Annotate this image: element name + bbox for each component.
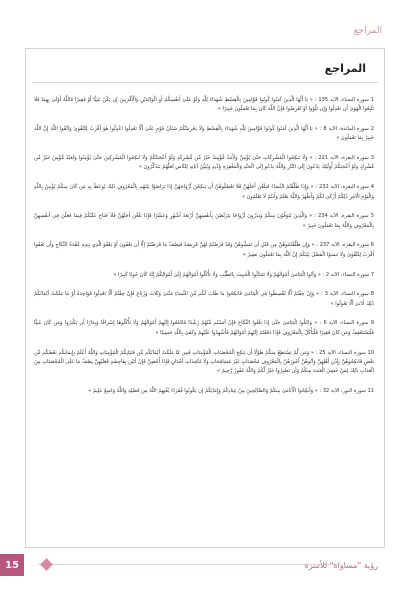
reference-item: 6 سورة البقرة، الآية 237 : « وَإِن طَلَّقْتُمُوهُنَّ مِن قَبْلِ أَن تَمَسُّوهُنَّ وَقَدْ فَرَضْتُمْ لَهُنَّ فَرِيضَةً فَنِصْفُ مَا فَرَضْتُمْ إِلَّا أَن يَعْفُونَ أَوْ يَعْفُوَ الَّذِي بِيَدِهِ عُقْدَةُ النِّكَاحِ وَأَن تَعْفُوا أَقْرَبُ لِلتَّقْوَىٰ وَلَا تَنسَوُا الْفَضْلَ بَيْنَكُمْ إِنَّ اللَّهَ بِمَا تَعْمَلُونَ بَصِيرٌ » <box>34 242 374 258</box>
page-number: 15 <box>0 554 24 576</box>
reference-item: 1 سورة النساء، الآية 135 : « يَا أَيُّهَا الَّذِينَ آمَنُوا كُونُوا قَوَّامِينَ بِالْقِسْطِ شُهَدَاءَ لِلَّهِ وَلَوْ عَلَىٰ أَنفُسِكُمْ أَوِ الْوَالِدَيْنِ وَالْأَقْرَبِينَ إِن يَكُنْ غَنِيًّا أَوْ فَقِيرًا فَاللَّهُ أَوْلَىٰ بِهِمَا فَلَا تَتَّبِعُوا الْهَوَىٰ أَن تَعْدِلُوا وَإِن تَلْوُوا أَوْ تُعْرِضُوا فَإِنَّ اللَّهَ كَانَ بِمَا تَعْمَلُونَ خَبِيرًا » <box>34 97 374 113</box>
reference-item: 8 سورة النساء، الآية 3 : « وَإِنْ خِفْتُمْ أَلَّا تُقْسِطُوا فِي الْيَتَامَىٰ فَانكِحُوا مَا طَابَ لَكُم مِّنَ النِّسَاءِ مَثْنَىٰ وَثُلَاثَ وَرُبَاعَ فَإِنْ خِفْتُمْ أَلَّا تَعْدِلُوا فَوَاحِدَةً أَوْ مَا مَلَكَتْ أَيْمَانُكُمْ ذَٰلِكَ أَدْنَىٰ أَلَّا تَعُولُوا » <box>34 291 374 307</box>
reference-item: 4 سورة البقرة، الآية 232 : « وَإِذَا طَلَّقْتُمُ النِّسَاءَ فَبَلَغْنَ أَجَلَهُنَّ فَلَا تَعْضُلُوهُنَّ أَن يَنكِحْنَ أَزْوَاجَهُنَّ إِذَا تَرَاضَوْا بَيْنَهُم بِالْمَعْرُوفِ ذَٰلِكَ يُوعَظُ بِهِ مَن كَانَ مِنكُمْ يُؤْمِنُ بِاللَّهِ وَالْيَوْمِ الْآخِرِ ذَٰلِكُمْ أَزْكَىٰ لَكُمْ وَأَطْهَرُ وَاللَّهُ يَعْلَمُ وَأَنتُمْ لَا تَعْلَمُونَ » <box>34 184 374 200</box>
reference-item: 5 سورة البقرة، الآية 234 : « وَالَّذِينَ يُتَوَفَّوْنَ مِنكُمْ وَيَذَرُونَ أَزْوَاجًا يَتَرَبَّصْنَ بِأَنفُسِهِنَّ أَرْبَعَةَ أَشْهُرٍ وَعَشْرًا فَإِذَا بَلَغْنَ أَجَلَهُنَّ فَلَا جُنَاحَ عَلَيْكُمْ فِيمَا فَعَلْنَ فِي أَنفُسِهِنَّ بِالْمَعْرُوفِ وَاللَّهُ بِمَا تَعْمَلُونَ خَبِيرٌ » <box>34 213 374 229</box>
reference-item: 10 سورة النساء، الآية 25 : « وَمَن لَّمْ يَسْتَطِعْ مِنكُمْ طَوْلًا أَن يَنكِحَ الْمُحْصَنَاتِ الْمُؤْمِنَاتِ فَمِن مَّا مَلَكَتْ أَيْمَانُكُم مِّن فَتَيَاتِكُمُ الْمُؤْمِنَاتِ وَاللَّهُ أَعْلَمُ بِإِيمَانِكُم بَعْضُكُم مِّن بَعْضٍ فَانكِحُوهُنَّ بِإِذْنِ أَهْلِهِنَّ وَآتُوهُنَّ أُجُورَهُنَّ بِالْمَعْرُوفِ مُحْصَنَاتٍ غَيْرَ مُسَافِحَاتٍ وَلَا مُتَّخِذَاتِ أَخْدَانٍ فَإِذَا أُحْصِنَّ فَإِنْ أَتَيْنَ بِفَاحِشَةٍ فَعَلَيْهِنَّ نِصْفُ مَا عَلَى الْمُحْصَنَاتِ مِنَ الْعَذَابِ ذَٰلِكَ لِمَنْ خَشِيَ الْعَنَتَ مِنكُمْ وَأَن تَصْبِرُوا خَيْرٌ لَّكُمْ وَاللَّهُ غَفُورٌ رَّحِيمٌ » <box>34 349 374 375</box>
reference-item: 11 سورة النور، الآية 32 : « وَأَنكِحُوا الْأَيَامَىٰ مِنكُمْ وَالصَّالِحِينَ مِنْ عِبَادِكُمْ وَإِمَائِكُمْ إِن يَكُونُوا فُقَرَاءَ يُغْنِهِمُ اللَّهُ مِن فَضْلِهِ وَاللَّهُ وَاسِعٌ عَلِيمٌ » <box>88 387 374 394</box>
footer-brand: رؤية "مساواة" للأسرة <box>304 561 378 570</box>
running-header-title: المراجع <box>353 26 382 36</box>
reference-item: 3 سورة البقرة، الآية 221 : « وَلَا تَنكِحُوا الْمُشْرِكَاتِ حَتَّىٰ يُؤْمِنَّ وَلَأَمَةٌ مُّؤْمِنَةٌ خَيْرٌ مِّن مُّشْرِكَةٍ وَلَوْ أَعْجَبَتْكُمْ وَلَا تُنكِحُوا الْمُشْرِكِينَ حَتَّىٰ يُؤْمِنُوا وَلَعَبْدٌ مُّؤْمِنٌ خَيْرٌ مِّن مُّشْرِكٍ وَلَوْ أَعْجَبَكُمْ أُولَٰئِكَ يَدْعُونَ إِلَى النَّارِ وَاللَّهُ يَدْعُو إِلَى الْجَنَّةِ وَالْمَغْفِرَةِ بِإِذْنِهِ وَيُبَيِّنُ آيَاتِهِ لِلنَّاسِ لَعَلَّهُمْ يَتَذَكَّرُونَ » <box>34 155 374 171</box>
reference-item: 7 سورة النساء، الآية 2 : « وَآتُوا الْيَتَامَىٰ أَمْوَالَهُمْ وَلَا تَتَبَدَّلُوا الْخَبِيثَ بِالطَّيِّبِ وَلَا تَأْكُلُوا أَمْوَالَهُمْ إِلَىٰ أَمْوَالِكُمْ إِنَّهُ كَانَ حُوبًا كَبِيرًا » <box>113 271 374 278</box>
reference-item: 9 سورة النساء، الآية 6 : « وَابْتَلُوا الْيَتَامَىٰ حَتَّىٰ إِذَا بَلَغُوا النِّكَاحَ فَإِنْ آنَسْتُم مِّنْهُمْ رُشْدًا فَادْفَعُوا إِلَيْهِمْ أَمْوَالَهُمْ وَلَا تَأْكُلُوهَا إِسْرَافًا وَبِدَارًا أَن يَكْبَرُوا وَمَن كَانَ غَنِيًّا فَلْيَسْتَعْفِفْ وَمَن كَانَ فَقِيرًا فَلْيَأْكُلْ بِالْمَعْرُوفِ فَإِذَا دَفَعْتُمْ إِلَيْهِمْ أَمْوَالَهُمْ فَأَشْهِدُوا عَلَيْهِمْ وَكَفَىٰ بِاللَّهِ حَسِيبًا » <box>34 320 374 336</box>
diamond-ornament-icon <box>40 558 53 571</box>
reference-item: 2 سورة المائدة، الآية 8 : « يَا أَيُّهَا الَّذِينَ آمَنُوا كُونُوا قَوَّامِينَ لِلَّهِ شُهَدَاءَ بِالْقِسْطِ وَلَا يَجْرِمَنَّكُمْ شَنَآنُ قَوْمٍ عَلَىٰ أَلَّا تَعْدِلُوا اعْدِلُوا هُوَ أَقْرَبُ لِلتَّقْوَىٰ وَاتَّقُوا اللَّهَ إِنَّ اللَّهَ خَبِيرٌ بِمَا تَعْمَلُونَ » <box>34 126 374 142</box>
footer-divider <box>38 564 338 565</box>
section-title: المراجع <box>324 62 366 75</box>
title-divider <box>32 82 378 83</box>
references-list <box>34 96 374 407</box>
